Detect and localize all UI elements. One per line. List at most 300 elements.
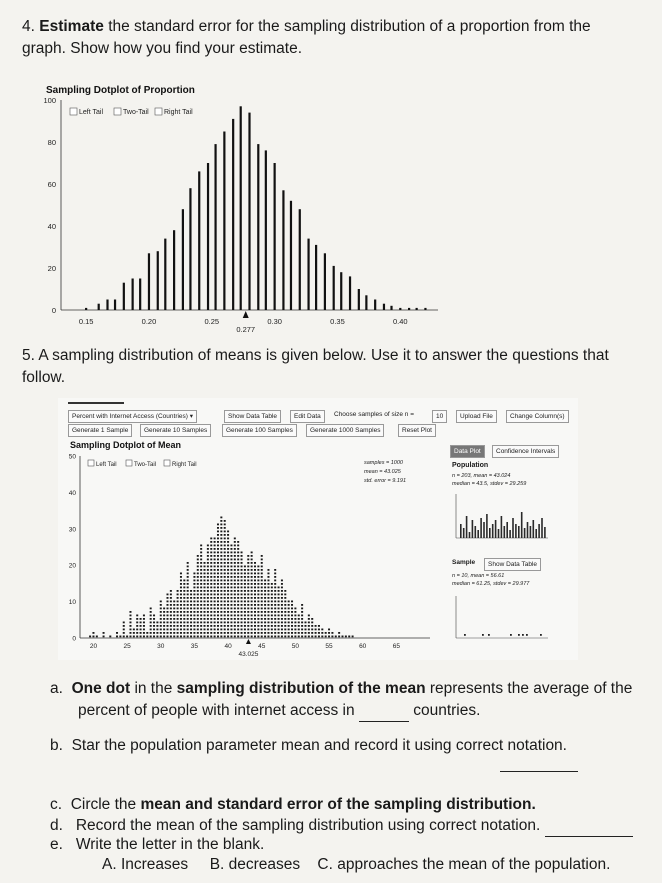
chart2-dot xyxy=(220,541,222,543)
chart2-dot xyxy=(271,594,273,596)
item-c-label: c. xyxy=(50,796,63,813)
chart2-dot xyxy=(244,580,246,582)
chart2-dot xyxy=(254,604,256,606)
chart2-dot xyxy=(200,562,202,564)
chart2-dot xyxy=(298,636,300,638)
chart2-dot xyxy=(187,580,189,582)
chart2-dot xyxy=(183,611,185,613)
chart2-dot xyxy=(214,545,216,547)
chart2-dot xyxy=(227,594,229,596)
edit-data-button[interactable]: Edit Data xyxy=(290,410,325,423)
chart2-dot xyxy=(247,615,249,617)
chart2-dot xyxy=(180,622,182,624)
chart2-dot xyxy=(224,559,226,561)
question-4-text-1: the standard error for the sampling distribution of a proportion from the xyxy=(108,18,591,35)
chart2-dot xyxy=(160,636,162,638)
chart2-dot xyxy=(237,562,239,564)
chart2-dot xyxy=(224,569,226,571)
chart2-dot xyxy=(167,604,169,606)
chart2-dot xyxy=(210,583,212,585)
chart2-dot xyxy=(251,559,253,561)
chart2-dot xyxy=(237,573,239,575)
chart2-dot xyxy=(321,636,323,638)
chart2-dot xyxy=(227,573,229,575)
chart2-dot xyxy=(187,594,189,596)
chart2-dot xyxy=(271,632,273,634)
chart2-dot xyxy=(207,587,209,589)
chart2-dot xyxy=(264,604,266,606)
chart2-dot xyxy=(220,538,222,540)
item-b-blank[interactable] xyxy=(500,771,578,772)
chart2-dot xyxy=(234,538,236,540)
chart2-dot xyxy=(288,629,290,631)
pop-bar xyxy=(460,524,462,538)
chart2-dot xyxy=(308,629,310,631)
proportion-dotplot xyxy=(28,80,448,340)
chart2-dot xyxy=(227,604,229,606)
chart2-dot xyxy=(190,590,192,592)
chart2-dot xyxy=(193,608,195,610)
chart2-dot xyxy=(89,636,91,638)
chart2-dot xyxy=(224,580,226,582)
chart1-left-tail-checkbox[interactable] xyxy=(70,108,77,115)
data-plot-button[interactable]: Data Plot xyxy=(450,445,485,458)
chart2-dot xyxy=(251,583,253,585)
chart2-dot xyxy=(143,636,145,638)
chart2-dot xyxy=(281,611,283,613)
chart2-dot xyxy=(170,625,172,627)
chart2-dot xyxy=(200,548,202,550)
item-a-blank[interactable] xyxy=(359,721,409,722)
chart2-dot xyxy=(230,632,232,634)
chart2-dot xyxy=(227,576,229,578)
pop-bar xyxy=(472,520,474,538)
chart2-dot xyxy=(200,625,202,627)
chart2-dot xyxy=(261,569,263,571)
chart2-dot xyxy=(251,587,253,589)
chart2-dot xyxy=(214,559,216,561)
chart2-dot xyxy=(200,636,202,638)
item-d-text: Record the mean of the sampling distribution using correct notation. xyxy=(75,817,541,834)
chart2-dot xyxy=(237,636,239,638)
chart2-dot xyxy=(281,618,283,620)
chart2-dot xyxy=(207,569,209,571)
chart2-dot xyxy=(187,629,189,631)
chart2-dot xyxy=(224,622,226,624)
chart2-dot xyxy=(294,629,296,631)
pop-bar xyxy=(538,524,540,538)
pop-bar xyxy=(524,528,526,538)
chart2-dot xyxy=(183,590,185,592)
chart2-dot xyxy=(254,615,256,617)
chart1-bar xyxy=(383,304,385,310)
chart2-x-tick: 40 xyxy=(224,643,232,650)
chart2-dot xyxy=(288,622,290,624)
chart2-dot xyxy=(311,625,313,627)
pop-bar xyxy=(480,518,482,538)
chart2-dot xyxy=(294,618,296,620)
chart2-dot xyxy=(294,625,296,627)
chart2-dot xyxy=(241,632,243,634)
chart2-dot xyxy=(204,569,206,571)
chart2-dot xyxy=(237,611,239,613)
chart2-dot xyxy=(244,618,246,620)
chart2-highlight-label: 43.025 xyxy=(238,651,259,658)
chart2-dot xyxy=(224,636,226,638)
chart2-left-tail-checkbox[interactable] xyxy=(88,460,94,466)
chart2-dot xyxy=(338,632,340,634)
chart2-dot xyxy=(241,569,243,571)
chart2-dot xyxy=(220,559,222,561)
chart2-dot xyxy=(254,608,256,610)
chart2-dot xyxy=(197,573,199,575)
population-stats-1: n = 203, mean = 43.024 xyxy=(452,473,511,479)
chart2-dot xyxy=(267,587,269,589)
chart2-dot xyxy=(190,611,192,613)
chart2-dot xyxy=(230,615,232,617)
chart2-dot xyxy=(257,611,259,613)
chart2-dot xyxy=(170,601,172,603)
chart2-dot xyxy=(210,590,212,592)
chart2-dot xyxy=(197,601,199,603)
chart2-dot xyxy=(261,590,263,592)
chart2-dot xyxy=(241,629,243,631)
chart2-dot xyxy=(187,615,189,617)
chart2-dot xyxy=(247,569,249,571)
chart2-dot xyxy=(247,622,249,624)
chart2-dot xyxy=(281,580,283,582)
chart1-bar xyxy=(173,230,175,310)
chart2-dot xyxy=(220,608,222,610)
question-5 xyxy=(22,345,652,389)
chart2-dot xyxy=(227,562,229,564)
chart2-dot xyxy=(204,587,206,589)
chart2-dot xyxy=(220,531,222,533)
chart2-dot xyxy=(261,601,263,603)
chart2-dot xyxy=(298,625,300,627)
chart2-dot xyxy=(331,632,333,634)
chart2-dot xyxy=(264,632,266,634)
chart2-dot xyxy=(187,608,189,610)
chart2-dot xyxy=(254,587,256,589)
chart2-dot xyxy=(237,548,239,550)
chart2-dot xyxy=(298,615,300,617)
chart2-dot xyxy=(237,541,239,543)
chart2-dot xyxy=(264,587,266,589)
generate-10-samples-button[interactable]: Generate 10 Samples xyxy=(140,424,211,437)
chart2-dot xyxy=(284,632,286,634)
chart2-dot xyxy=(129,618,131,620)
chart2-dot xyxy=(220,618,222,620)
chart2-dot xyxy=(143,622,145,624)
chart2-dot xyxy=(177,597,179,599)
chart2-dot xyxy=(224,552,226,554)
chart2-dot xyxy=(294,632,296,634)
chart1-two-tail-checkbox[interactable] xyxy=(114,108,121,115)
chart2-dot xyxy=(278,636,280,638)
chart2-highlight-marker xyxy=(246,639,251,644)
chart2-dot xyxy=(160,632,162,634)
chart2-dot xyxy=(338,636,340,638)
confidence-intervals-button[interactable]: Confidence Intervals xyxy=(492,445,559,458)
chart2-dot xyxy=(234,562,236,564)
chart2-dot xyxy=(177,632,179,634)
pop-bar xyxy=(533,520,535,538)
chart2-dot xyxy=(247,576,249,578)
question-4-number: 4. xyxy=(22,18,35,35)
chart2-dot xyxy=(284,601,286,603)
chart2-dot xyxy=(247,594,249,596)
chart2-dot xyxy=(123,636,125,638)
chart2-dot xyxy=(251,601,253,603)
chart2-dot xyxy=(193,615,195,617)
pop-bar xyxy=(506,522,508,538)
chart2-dot xyxy=(284,608,286,610)
chart2-dot xyxy=(284,604,286,606)
chart2-dot xyxy=(204,622,206,624)
chart2-dot xyxy=(251,615,253,617)
chart1-bar xyxy=(240,106,242,310)
generate-1000-samples-button[interactable]: Generate 1000 Samples xyxy=(306,424,384,437)
chart2-dot xyxy=(274,615,276,617)
chart2-dot xyxy=(281,636,283,638)
stats-std-error: std. error = 9.191 xyxy=(364,478,407,484)
chart2-dot xyxy=(244,611,246,613)
chart2-dot xyxy=(193,597,195,599)
chart2-dot xyxy=(291,632,293,634)
item-a-bold-2: sampling distribution of the mean xyxy=(176,680,426,697)
chart2-dot xyxy=(183,597,185,599)
chart2-dot xyxy=(140,625,142,627)
chart2-dot xyxy=(301,632,303,634)
chart2-dot xyxy=(247,562,249,564)
chart1-bar xyxy=(223,132,225,311)
chart2-dot xyxy=(187,576,189,578)
chart2-dot xyxy=(274,608,276,610)
chart2-dot xyxy=(227,538,229,540)
chart2-dot xyxy=(207,545,209,547)
chart2-dot xyxy=(237,555,239,557)
pop-bar xyxy=(501,516,503,538)
chart2-dot xyxy=(278,590,280,592)
chart2-dot xyxy=(234,611,236,613)
chart2-dot xyxy=(261,580,263,582)
chart2-dot xyxy=(247,573,249,575)
chart2-dot xyxy=(274,597,276,599)
chart2-dot xyxy=(207,573,209,575)
chart2-dot xyxy=(261,566,263,568)
chart2-dot xyxy=(207,555,209,557)
chart2-dot xyxy=(220,520,222,522)
chart2-dot xyxy=(267,636,269,638)
chart2-dot xyxy=(224,615,226,617)
chart2-dot xyxy=(204,583,206,585)
chart2-dot xyxy=(315,629,317,631)
chart2-dot xyxy=(220,576,222,578)
sample-show-data-table-button[interactable]: Show Data Table xyxy=(484,558,541,571)
generate-100-samples-button[interactable]: Generate 100 Samples xyxy=(222,424,297,437)
chart1-bar xyxy=(114,300,116,311)
chart2-dot xyxy=(180,597,182,599)
chart2-dot xyxy=(230,573,232,575)
chart2-dot xyxy=(180,604,182,606)
chart2-dot xyxy=(234,597,236,599)
chart2-dot xyxy=(227,618,229,620)
question-5-text-2: follow. xyxy=(22,369,66,386)
chart2-dot xyxy=(197,590,199,592)
chart2-dot xyxy=(200,629,202,631)
chart2-dot xyxy=(207,552,209,554)
chart2-dot xyxy=(173,618,175,620)
chart2-dot xyxy=(230,583,232,585)
chart2-dot xyxy=(227,622,229,624)
chart2-dot xyxy=(220,590,222,592)
chart2-dot xyxy=(210,636,212,638)
chart2-dot xyxy=(163,632,165,634)
chart2-dot xyxy=(210,618,212,620)
chart2-dot xyxy=(160,608,162,610)
chart2-dot xyxy=(210,629,212,631)
chart2-dot xyxy=(193,601,195,603)
chart2-dot xyxy=(167,597,169,599)
chart2-dot xyxy=(210,632,212,634)
chart2-dot xyxy=(274,625,276,627)
chart2-dot xyxy=(177,618,179,620)
chart2-dot xyxy=(119,636,121,638)
chart2-dot xyxy=(271,636,273,638)
chart2-dot xyxy=(227,625,229,627)
chart2-dot xyxy=(230,552,232,554)
chart2-dot xyxy=(180,594,182,596)
chart2-dot xyxy=(308,618,310,620)
item-a-bold-1: One dot xyxy=(71,680,131,697)
chart2-dot xyxy=(251,569,253,571)
chart2-dot xyxy=(207,583,209,585)
chart2-dot xyxy=(129,611,131,613)
chart2-dot xyxy=(210,587,212,589)
chart2-dot xyxy=(187,622,189,624)
chart2-dot xyxy=(271,611,273,613)
pop-bar xyxy=(512,518,514,538)
chart2-dot xyxy=(204,625,206,627)
chart2-dot xyxy=(241,594,243,596)
chart2-dot xyxy=(244,601,246,603)
chart2-dot xyxy=(291,622,293,624)
item-b-text: Star the population parameter mean and record it using correct notation. xyxy=(71,737,567,754)
chart2-dot xyxy=(241,590,243,592)
chart2-dot xyxy=(177,636,179,638)
chart2-dot xyxy=(170,608,172,610)
chart2-dot xyxy=(281,594,283,596)
item-b-label: b. xyxy=(50,737,63,754)
chart1-right-tail-checkbox[interactable] xyxy=(155,108,162,115)
chart2-dot xyxy=(150,625,152,627)
chart2-dot xyxy=(214,594,216,596)
chart2-dot xyxy=(227,601,229,603)
chart2-dot xyxy=(129,632,131,634)
chart2-dot xyxy=(150,632,152,634)
chart2-dot xyxy=(247,611,249,613)
chart2-dot xyxy=(193,632,195,634)
chart2-dot xyxy=(237,608,239,610)
chart2-dot xyxy=(210,545,212,547)
chart2-dot xyxy=(220,625,222,627)
chart2-dot xyxy=(204,618,206,620)
chart2-dot xyxy=(274,590,276,592)
pop-bar xyxy=(495,520,497,538)
sample-size-input[interactable]: 10 xyxy=(432,410,447,423)
chart2-dot xyxy=(244,569,246,571)
chart2-dot xyxy=(304,629,306,631)
chart2-dot xyxy=(220,636,222,638)
chart2-dot xyxy=(234,555,236,557)
chart2-dot xyxy=(234,587,236,589)
chart2-dot xyxy=(267,615,269,617)
chart2-dot xyxy=(234,545,236,547)
sample-dot xyxy=(540,634,542,636)
chart2-dot xyxy=(298,618,300,620)
chart2-dot xyxy=(163,622,165,624)
chart2-dot xyxy=(237,601,239,603)
chart2-dot xyxy=(220,604,222,606)
chart2-dot xyxy=(291,608,293,610)
chart1-bar xyxy=(265,150,267,310)
change-columns-button[interactable]: Change Column(s) xyxy=(506,410,569,423)
chart2-dot xyxy=(183,604,185,606)
chart2-dot xyxy=(177,590,179,592)
chart2-dot xyxy=(123,632,125,634)
chart2-dot xyxy=(257,625,259,627)
chart2-dot xyxy=(301,608,303,610)
chart2-dot xyxy=(187,562,189,564)
chart2-dot xyxy=(217,632,219,634)
reset-plot-button[interactable]: Reset Plot xyxy=(398,424,436,437)
dataset-select[interactable]: Percent with Internet Access (Countries) ▾ xyxy=(68,410,197,423)
sample-dot xyxy=(522,634,524,636)
chart2-dot xyxy=(301,604,303,606)
chart2-dot xyxy=(254,573,256,575)
chart2-dot xyxy=(150,629,152,631)
chart2-dot xyxy=(288,615,290,617)
chart2-y-tick: 40 xyxy=(68,489,76,497)
chart2-right-tail-checkbox[interactable] xyxy=(164,460,170,466)
chart2-dot xyxy=(234,576,236,578)
chart2-dot xyxy=(150,608,152,610)
upload-file-button[interactable]: Upload File xyxy=(456,410,497,423)
chart2-dot xyxy=(274,632,276,634)
chart2-dot xyxy=(264,597,266,599)
chart2-dot xyxy=(200,580,202,582)
chart2-dot xyxy=(284,625,286,627)
chart2-dot xyxy=(210,576,212,578)
chart2-dot xyxy=(328,636,330,638)
chart2-dot xyxy=(274,569,276,571)
chart2-dot xyxy=(241,601,243,603)
chart2-dot xyxy=(217,625,219,627)
chart2-dot xyxy=(167,611,169,613)
chart2-dot xyxy=(197,632,199,634)
sample-stats-1: n = 10, mean = 56.61 xyxy=(452,573,505,579)
chart2-dot xyxy=(261,555,263,557)
chart2-dot xyxy=(204,597,206,599)
show-data-table-button[interactable]: Show Data Table xyxy=(224,410,281,423)
chart2-dot xyxy=(298,629,300,631)
chart2-two-tail-checkbox[interactable] xyxy=(126,460,132,466)
chart2-dot xyxy=(304,632,306,634)
chart2-dot xyxy=(244,587,246,589)
generate-1-sample-button[interactable]: Generate 1 Sample xyxy=(68,424,132,437)
chart2-dot xyxy=(230,580,232,582)
